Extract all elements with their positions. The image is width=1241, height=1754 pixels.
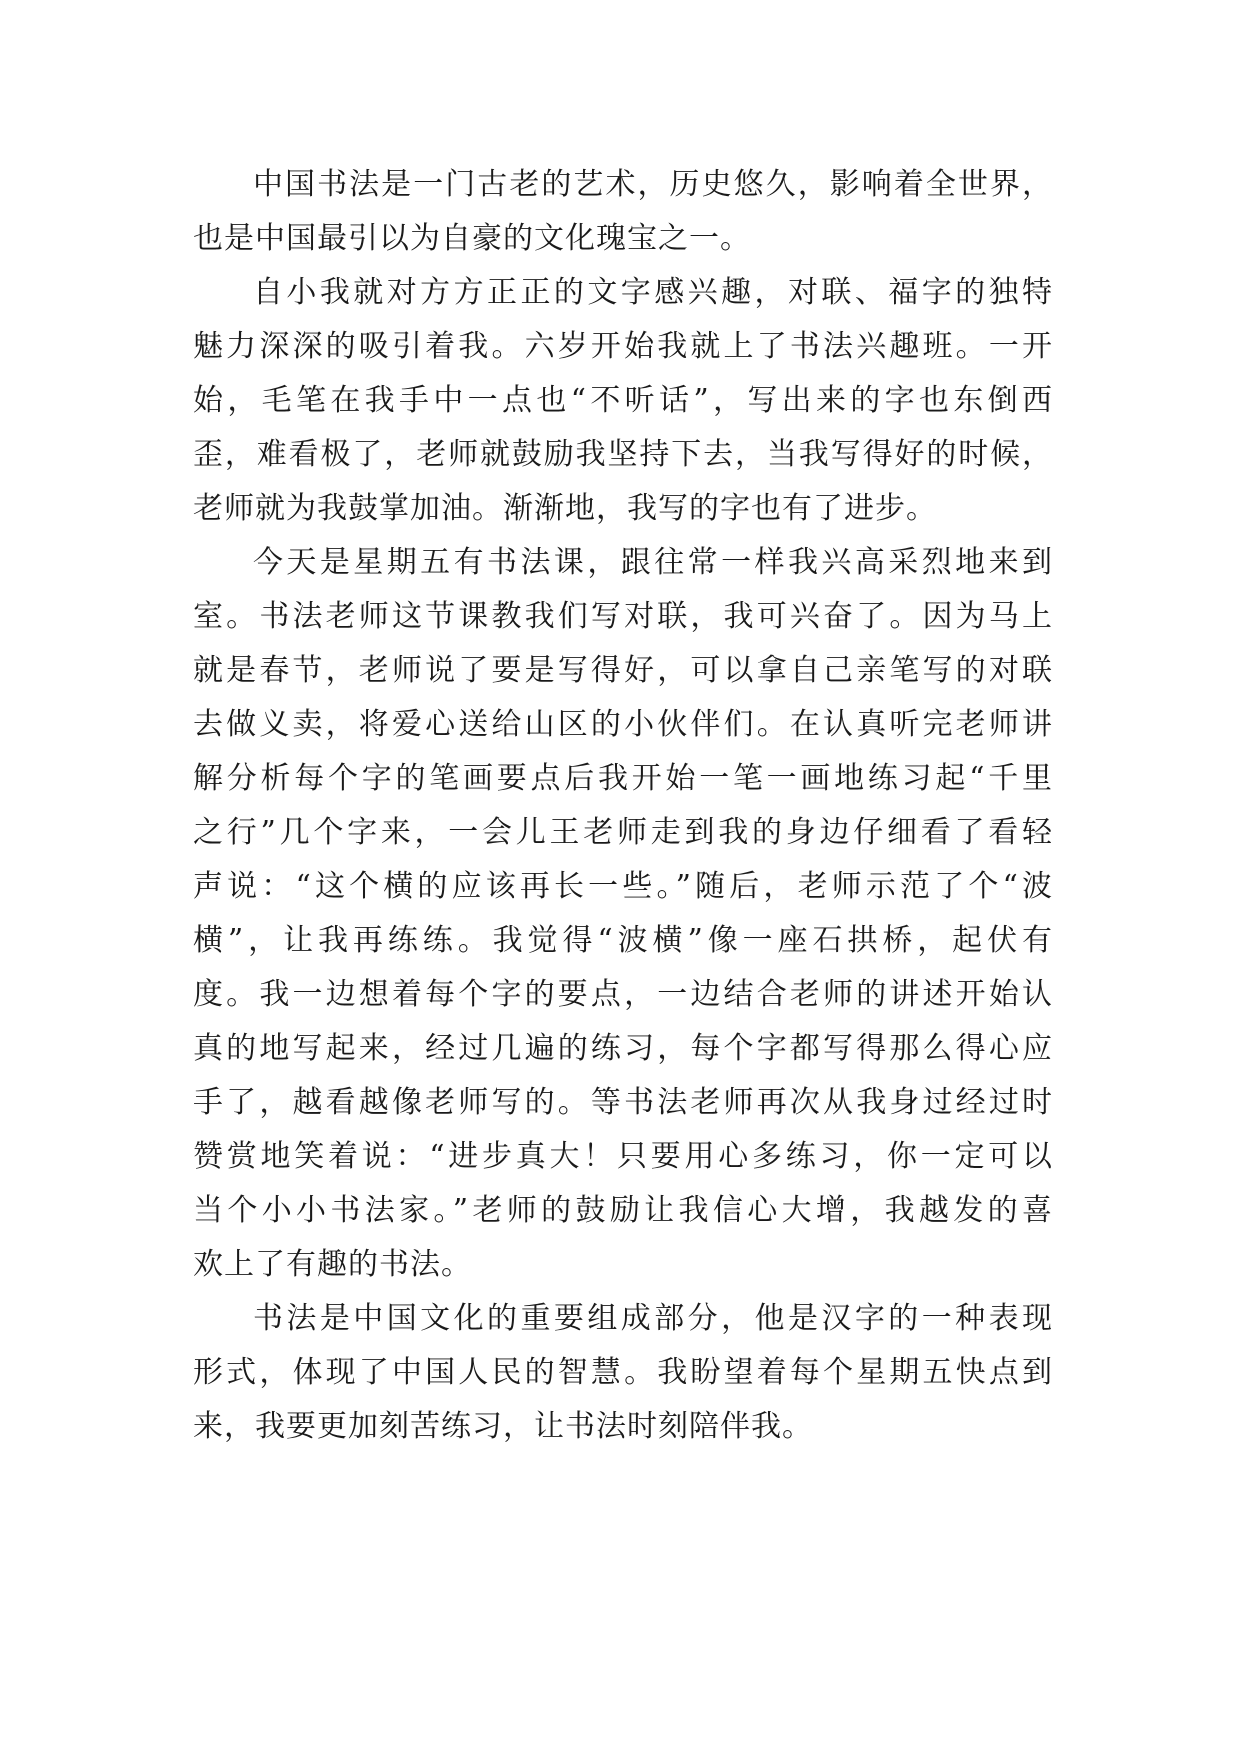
paragraph-3-line-2: 室。书法老师这节课教我们写对联，我可兴奋了。因为马上: [193, 599, 1053, 634]
paragraph-3-line-12: 赞赏地笑着说：“进步真大！只要用心多练习，你一定可以: [193, 1139, 1053, 1174]
paragraph-2-line-1: 自小我就对方方正正的文字感兴趣，对联、福字的独特: [253, 275, 1053, 310]
paragraph-1-line-2: 也是中国最引以为自豪的文化瑰宝之一。: [193, 221, 751, 256]
paragraph-2-line-5: 老师就为我鼓掌加油。渐渐地，我写的字也有了进步。: [193, 491, 937, 526]
paragraph-3-line-14: 欢上了有趣的书法。: [193, 1247, 472, 1282]
paragraph-3-line-9: 度。我一边想着每个字的要点，一边结合老师的讲述开始认: [193, 977, 1053, 1012]
paragraph-3-line-8: 横”，让我再练练。我觉得“波横”像一座石拱桥，起伏有: [193, 923, 1053, 958]
paragraph-4-line-1: 书法是中国文化的重要组成部分，他是汉字的一种表现: [253, 1301, 1053, 1336]
paragraph-3-line-4: 去做义卖，将爱心送给山区的小伙伴们。在认真听完老师讲: [193, 707, 1053, 742]
paragraph-3-line-3: 就是春节，老师说了要是写得好，可以拿自己亲笔写的对联: [193, 653, 1053, 688]
paragraph-3-line-11: 手了，越看越像老师写的。等书法老师再次从我身过经过时: [193, 1085, 1053, 1120]
paragraph-3-line-5: 解分析每个字的笔画要点后我开始一笔一画地练习起“千里: [193, 761, 1053, 796]
paragraph-3-line-1: 今天是星期五有书法课，跟往常一样我兴高采烈地来到: [253, 545, 1053, 580]
paragraph-4-line-3: 来，我要更加刻苦练习，让书法时刻陪伴我。: [193, 1409, 813, 1444]
paragraph-2-line-3: 始，毛笔在我手中一点也“不听话”，写出来的字也东倒西: [193, 383, 1053, 418]
paragraph-3-line-10: 真的地写起来，经过几遍的练习，每个字都写得那么得心应: [193, 1031, 1053, 1066]
paragraph-3-line-7: 声说：“这个横的应该再长一些。”随后，老师示范了个“波: [193, 869, 1053, 904]
paragraph-3-line-13: 当个小小书法家。”老师的鼓励让我信心大增，我越发的喜: [193, 1193, 1053, 1228]
paragraph-3-line-6: 之行”几个字来，一会儿王老师走到我的身边仔细看了看轻: [193, 815, 1053, 850]
paragraph-2-line-4: 歪，难看极了，老师就鼓励我坚持下去，当我写得好的时候，: [193, 437, 1053, 472]
paragraph-4-line-2: 形式，体现了中国人民的智慧。我盼望着每个星期五快点到: [193, 1355, 1053, 1390]
paragraph-2-line-2: 魅力深深的吸引着我。六岁开始我就上了书法兴趣班。一开: [193, 329, 1053, 364]
paragraph-1-line-1: 中国书法是一门古老的艺术，历史悠久，影响着全世界，: [253, 167, 1053, 202]
